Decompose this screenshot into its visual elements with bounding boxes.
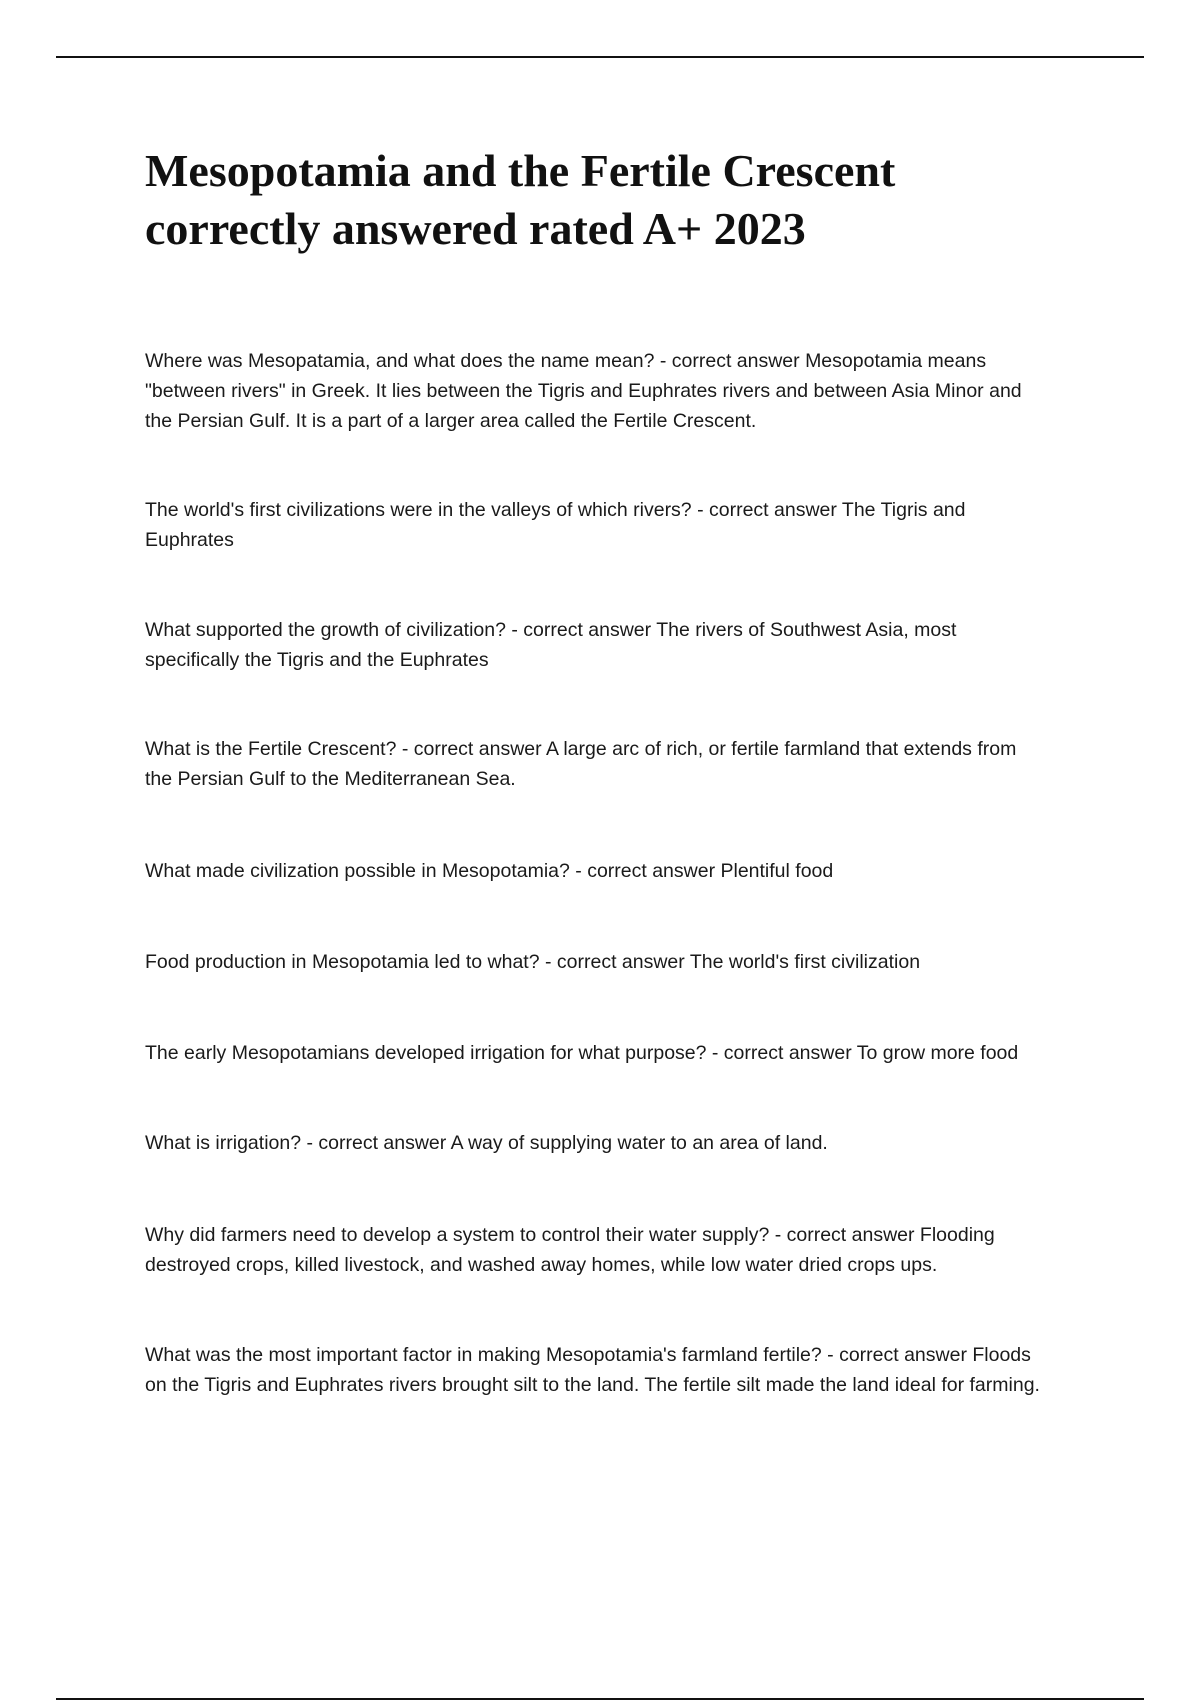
qa-line: The early Mesopotamians developed irrigation for what purpose? - correct answer To grow more food — [145, 1042, 1019, 1064]
qa-item — [145, 1038, 1105, 1068]
qa-line: What is irrigation? - correct answer A way of supplying water to an area of land. — [145, 1132, 828, 1154]
qa-line: the Persian Gulf. It is a part of a larger area called the Fertile Crescent. — [145, 410, 757, 432]
top-rule — [56, 56, 1144, 58]
qa-line: Food production in Mesopotamia led to what? - correct answer The world's first civilization — [145, 951, 921, 973]
qa-item — [145, 1128, 1105, 1158]
qa-item — [145, 1340, 1105, 1400]
qa-line: on the Tigris and Euphrates rivers brought silt to the land. The fertile silt made the land ideal for farming. — [145, 1374, 1040, 1396]
title-line: Mesopotamia and the Fertile Crescent — [145, 145, 896, 196]
qa-item — [145, 346, 1105, 436]
qa-line: the Persian Gulf to the Mediterranean Sea. — [145, 768, 516, 790]
document-title — [145, 142, 1105, 258]
qa-line: Where was Mesopatamia, and what does the name mean? - correct answer Mesopotamia means — [145, 350, 987, 372]
qa-item — [145, 495, 1105, 555]
qa-line: The world's first civilizations were in the valleys of which rivers? - correct answer The Tigris and — [145, 499, 966, 521]
qa-line: What is the Fertile Crescent? - correct answer A large arc of rich, or fertile farmland that extends from — [145, 738, 1017, 760]
title-line: correctly answered rated A+ 2023 — [145, 203, 806, 254]
qa-line: Euphrates — [145, 529, 234, 551]
qa-line: What made civilization possible in Mesopotamia? - correct answer Plentiful food — [145, 860, 834, 882]
qa-line: destroyed crops, killed livestock, and washed away homes, while low water dried crops ups. — [145, 1254, 938, 1276]
qa-line: What was the most important factor in making Mesopotamia's farmland fertile? - correct answer Floods — [145, 1344, 1031, 1366]
qa-item — [145, 734, 1105, 794]
qa-line: Why did farmers need to develop a system to control their water supply? - correct answer Flooding — [145, 1224, 995, 1246]
qa-item — [145, 1220, 1105, 1280]
qa-line: What supported the growth of civilization? - correct answer The rivers of Southwest Asia, most — [145, 619, 957, 641]
qa-line: "between rivers" in Greek. It lies between the Tigris and Euphrates rivers and between Asia Minor and — [145, 380, 1022, 402]
qa-line: specifically the Tigris and the Euphrates — [145, 649, 489, 671]
qa-item — [145, 615, 1105, 675]
qa-item — [145, 947, 1105, 977]
qa-item — [145, 856, 1105, 886]
